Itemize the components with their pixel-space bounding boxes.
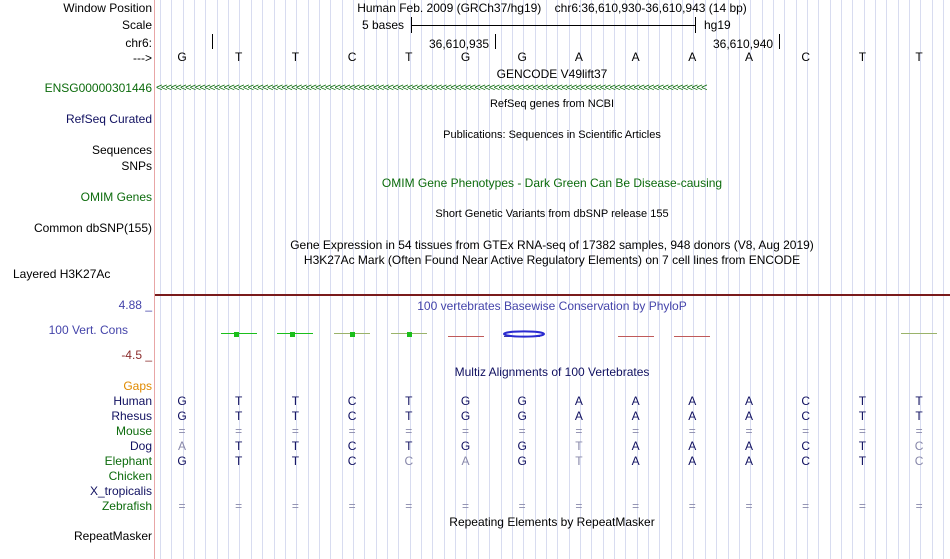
ruler-base: G: [517, 50, 527, 64]
alignment-base: =: [291, 499, 299, 513]
alignment-base: T: [291, 394, 300, 408]
alignment-base: T: [405, 394, 413, 408]
species-label[interactable]: X_tropicalis: [89, 484, 152, 498]
ruler-base: T: [858, 50, 867, 64]
alignment-base: C: [801, 454, 811, 468]
scale-text: 5 bases: [362, 18, 405, 32]
alignment-base: =: [405, 424, 413, 438]
alignment-base: A: [631, 409, 640, 423]
alignment-base: T: [575, 454, 583, 468]
species-label[interactable]: Chicken: [108, 469, 152, 483]
gencode-gene-feature[interactable]: <<<<<<<<<<<<<<<<<<<<<<<<<<<<<<<<<<<<<<<<<<<<<<<<<<<<<<<<<<<<<<<<<<<<<<<<<<<<<<<<<<<<<<<<<<<<<<<<<<<<<<<<<<<<<<<<<<: [156, 82, 706, 94]
phylop-score-mark: [618, 336, 654, 337]
phylop-score-mark: [674, 336, 710, 337]
phylop-score-peak: [407, 332, 412, 337]
label-track-divider[interactable]: [154, 0, 155, 559]
alignment-base: G: [177, 394, 187, 408]
species-label[interactable]: Rhesus: [111, 409, 152, 423]
db-text: hg19: [704, 18, 731, 32]
gtex-track-title: Gene Expression in 54 tissues from GTEx RNA-seq of 17382 samples, 948 donors (V8, Aug 2019): [290, 238, 814, 252]
alignment-base: C: [347, 409, 357, 423]
phylop-track-label[interactable]: 100 Vert. Cons: [48, 323, 128, 337]
alignment-base: =: [915, 499, 923, 513]
scale-bar: [411, 25, 695, 26]
alignment-base: C: [404, 454, 414, 468]
alignment-base: C: [347, 454, 357, 468]
alignment-base: G: [177, 409, 187, 423]
alignment-base: A: [744, 409, 753, 423]
ruler-base: G: [460, 50, 471, 64]
phylop-score-mark: [448, 336, 484, 337]
alignment-base: =: [802, 424, 810, 438]
alignment-base: =: [575, 424, 583, 438]
alignment-base: G: [460, 439, 471, 453]
gencode-track-title: GENCODE V49lift37: [496, 67, 608, 81]
alignment-base: =: [688, 424, 696, 438]
coord-tick: [779, 34, 780, 49]
refseq-curated-label[interactable]: RefSeq Curated: [65, 112, 152, 126]
window-position-label[interactable]: Window Position: [63, 1, 152, 15]
phylop-max-label: 4.88 _: [118, 298, 152, 312]
ruler-base: A: [574, 50, 583, 64]
alignment-base: C: [801, 439, 811, 453]
track-separator: [155, 294, 950, 296]
alignment-base: =: [348, 499, 356, 513]
gaps-label[interactable]: Gaps: [123, 379, 152, 393]
alignment-base: T: [915, 394, 923, 408]
alignment-base: A: [688, 439, 697, 453]
alignment-base: T: [858, 394, 867, 408]
alignment-base: T: [575, 439, 583, 453]
alignment-base: C: [914, 439, 924, 453]
alignment-base: A: [631, 439, 640, 453]
alignment-base: G: [517, 394, 527, 408]
alignment-base: C: [914, 454, 924, 468]
common-dbsnp-label[interactable]: Common dbSNP(155): [33, 221, 152, 235]
alignment-base: C: [347, 394, 357, 408]
alignment-base: T: [291, 439, 300, 453]
omim-genes-label[interactable]: OMIM Genes: [80, 190, 152, 204]
alignment-base: A: [688, 454, 697, 468]
alignment-base: T: [235, 454, 243, 468]
alignment-base: G: [460, 409, 471, 423]
alignment-base: =: [802, 499, 810, 513]
alignment-base: =: [348, 424, 356, 438]
scale-label[interactable]: Scale: [121, 18, 152, 32]
phylop-glyph: [502, 330, 546, 338]
alignment-base: T: [291, 409, 300, 423]
alignment-base: =: [405, 499, 413, 513]
phylop-track-title: 100 vertebrates Basewise Conservation by PhyloP: [417, 299, 687, 313]
species-label[interactable]: Mouse: [115, 424, 152, 438]
alignment-base: =: [745, 424, 753, 438]
ruler-base: T: [291, 50, 300, 64]
alignment-base: =: [178, 499, 186, 513]
phylop-min-label: -4.5 _: [121, 348, 152, 362]
alignment-base: =: [858, 424, 866, 438]
alignment-base: =: [235, 499, 243, 513]
alignment-base: T: [235, 394, 243, 408]
alignment-base: =: [461, 499, 469, 513]
alignment-base: =: [575, 499, 583, 513]
coord-tick: [495, 34, 496, 49]
position-text: chr6:36,610,930-36,610,943 (14 bp): [554, 1, 747, 15]
alignment-base: T: [235, 439, 243, 453]
alignment-base: T: [858, 409, 867, 423]
coord-label-1: 36,610,935: [429, 37, 490, 51]
alignment-base: T: [405, 439, 413, 453]
ruler-base: A: [744, 50, 753, 64]
ruler-base: T: [405, 50, 413, 64]
alignment-base: A: [574, 409, 583, 423]
ruler-base: G: [177, 50, 187, 64]
alignment-base: A: [688, 409, 697, 423]
alignment-base: G: [177, 454, 187, 468]
alignment-base: A: [744, 454, 753, 468]
multiz-track-title: Multiz Alignments of 100 Vertebrates: [454, 365, 650, 379]
alignment-base: A: [177, 439, 186, 453]
alignment-base: =: [688, 499, 696, 513]
alignment-base: =: [178, 424, 186, 438]
chrom-label[interactable]: chr6:: [125, 36, 152, 50]
alignment-base: T: [405, 409, 413, 423]
alignment-base: =: [235, 424, 243, 438]
alignment-base: C: [801, 409, 811, 423]
alignment-base: T: [858, 454, 867, 468]
dbsnp-track-title: Short Genetic Variants from dbSNP release 155: [435, 208, 669, 220]
snps-label[interactable]: SNPs: [121, 159, 152, 173]
alignment-base: A: [744, 439, 753, 453]
repeatmasker-track-title: Repeating Elements by RepeatMasker: [449, 515, 655, 529]
assembly-text: Human Feb. 2009 (GRCh37/hg19): [357, 1, 542, 15]
alignment-base: =: [291, 424, 299, 438]
alignment-base: A: [744, 394, 753, 408]
alignment-base: =: [461, 424, 469, 438]
coord-tick: [212, 34, 213, 49]
alignment-base: G: [517, 409, 527, 423]
coord-label-2: 36,610,940: [713, 37, 774, 51]
window-position-text: [357, 1, 747, 15]
alignment-base: A: [688, 394, 697, 408]
gencode-gene-label[interactable]: ENSG00000301446: [44, 81, 152, 95]
phylop-score-mark: [901, 333, 937, 334]
phylop-score-peak: [234, 332, 239, 337]
ruler-base: T: [235, 50, 243, 64]
scale-bar-right-tick: [695, 17, 696, 33]
alignment-base: =: [915, 424, 923, 438]
omim-track-title: OMIM Gene Phenotypes - Dark Green Can Be Disease-causing: [381, 176, 723, 190]
sequences-label[interactable]: Sequences: [91, 143, 152, 157]
publications-track-title: Publications: Sequences in Scientific Articles: [443, 129, 661, 141]
species-label[interactable]: Zebrafish: [101, 499, 152, 513]
phylop-score-mark: [221, 333, 257, 334]
ruler-base: A: [688, 50, 697, 64]
h3k27ac-track-title: H3K27Ac Mark (Often Found Near Active Regulatory Elements) on 7 cell lines from ENCODE: [303, 253, 801, 267]
alignment-base: A: [631, 454, 640, 468]
refseq-track-title: RefSeq genes from NCBI: [489, 98, 615, 110]
alignment-base: A: [461, 454, 470, 468]
alignment-base: T: [235, 409, 243, 423]
alignment-base: G: [517, 439, 527, 453]
ruler-base: T: [915, 50, 923, 64]
species-label[interactable]: Dog: [129, 439, 152, 453]
ruler-base: C: [801, 50, 811, 64]
layered-h3k27ac-label[interactable]: Layered H3K27Ac: [13, 267, 111, 281]
alignment-base: =: [518, 499, 526, 513]
alignment-base: T: [291, 454, 300, 468]
phylop-score-peak: [350, 332, 355, 337]
alignment-base: A: [631, 394, 640, 408]
alignment-base: T: [915, 409, 923, 423]
species-label[interactable]: Elephant: [104, 454, 152, 468]
ruler-base: C: [347, 50, 357, 64]
species-label[interactable]: Human: [113, 394, 152, 408]
phylop-score-peak: [290, 332, 295, 337]
alignment-base: C: [801, 394, 811, 408]
alignment-base: =: [632, 424, 640, 438]
phylop-score-mark: [277, 333, 313, 334]
repeatmasker-label[interactable]: RepeatMasker: [73, 529, 152, 543]
alignment-base: G: [517, 454, 527, 468]
alignment-base: C: [347, 439, 357, 453]
ruler-base: A: [631, 50, 640, 64]
alignment-base: =: [745, 499, 753, 513]
alignment-base: A: [574, 394, 583, 408]
alignment-base: =: [518, 424, 526, 438]
alignment-base: =: [632, 499, 640, 513]
alignment-base: =: [858, 499, 866, 513]
strand-label[interactable]: --->: [133, 51, 152, 65]
alignment-base: T: [858, 439, 867, 453]
alignment-base: G: [460, 394, 471, 408]
